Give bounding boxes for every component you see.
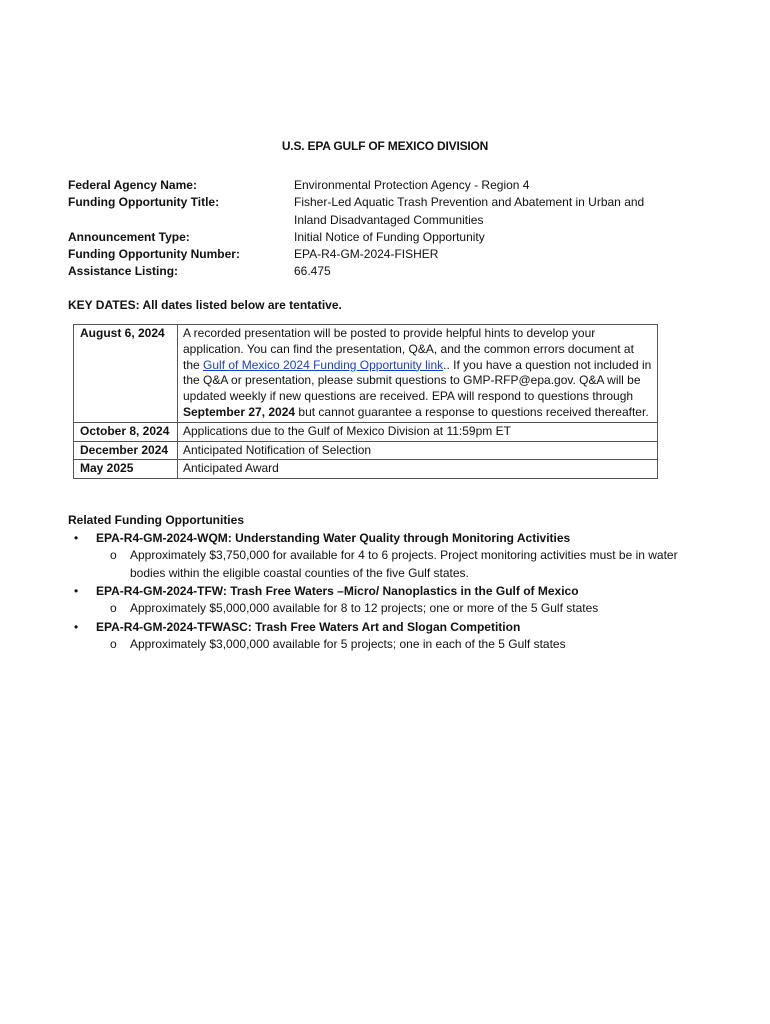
list-subitem [68,636,708,654]
info-label: Announcement Type: [68,229,190,244]
related-opportunities [68,511,708,653]
info-label: Federal Agency Name: [68,178,197,192]
description-text: A recorded presentation will be posted to provide helpful hints to develop your application. You can find the presentation, Q&A, and the common errors document at the [183,326,634,372]
description-cell: Applications due to the Gulf of Mexico Division at 11:59pm ET [178,422,658,441]
info-label: Funding Opportunity Title: [68,195,220,210]
list-item [68,582,708,600]
list-subitem [68,600,708,618]
info-row-title [68,194,688,229]
info-row-type [68,229,688,246]
bullet-icon: • [74,584,79,598]
opportunity-title: EPA-R4-GM-2024-TFWASC: Trash Free Waters Art and Slogan Competition [96,619,521,634]
opportunity-detail: Approximately $3,750,000 for available for 4 to 6 projects. Project monitoring activities must be in water bodies within the eligible coastal counties of the five Gulf states. [130,548,678,580]
table-row [74,441,658,460]
deadline-date: September 27, 2024 [183,404,296,419]
date-cell: May 2025 [74,460,178,479]
key-dates-table [73,324,658,479]
info-value: 66.475 [294,264,331,279]
opportunity-title: EPA-R4-GM-2024-TFW: Trash Free Waters –Micro/ Nanoplastics in the Gulf of Mexico [96,584,579,598]
info-value: Fisher-Led Aquatic Trash Prevention and Abatement in Urban and Inland Disadvantaged Communities [294,195,645,227]
sub-bullet-icon: o [110,601,117,615]
date-cell: August 6, 2024 [74,325,178,423]
table-row [74,460,658,479]
bullet-icon: • [74,531,79,545]
list-item [68,618,708,636]
opportunity-title: EPA-R4-GM-2024-WQM: Understanding Water Quality through Monitoring Activities [96,531,571,545]
sub-bullet-icon: o [110,636,117,651]
description-cell: Anticipated Award [178,460,658,479]
related-heading: Related Funding Opportunities [68,513,244,527]
info-row-agency [68,177,688,194]
table-row [74,422,658,441]
description-text: but cannot guarantee a response to questions received thereafter. [295,404,649,419]
info-value: EPA-R4-GM-2024-FISHER [294,247,439,262]
date-cell: October 8, 2024 [74,422,178,441]
page-title: U.S. EPA GULF OF MEXICO DIVISION [281,139,489,153]
info-value: Initial Notice of Funding Opportunity [294,229,485,244]
info-value: Environmental Protection Agency - Region 4 [294,178,530,192]
description-cell: Anticipated Notification of Selection [178,441,658,460]
info-row-number [68,246,688,263]
key-dates-heading: KEY DATES: All dates listed below are tentative. [68,298,342,312]
table-row [74,325,658,423]
list-subitem [68,547,708,582]
info-label: Funding Opportunity Number: [68,247,240,262]
info-label: Assistance Listing: [68,264,179,279]
bullet-icon: • [74,619,79,634]
funding-opportunity-link[interactable]: Gulf of Mexico 2024 Funding Opportunity link [203,357,444,372]
info-row-listing [68,263,688,280]
date-cell: December 2024 [74,441,178,460]
description-text: .. If you have a question not included in the Q&A or presentation, please submit questions to GMP-RFP@epa.gov. Q&A will be updated weekly if new questions are received. EPA will respond to questions through [183,357,652,404]
description-cell [178,325,658,423]
sub-bullet-icon: o [110,548,117,562]
opportunity-detail: Approximately $3,000,000 available for 5 projects; one in each of the 5 Gulf states [130,636,566,651]
info-block [68,177,688,281]
opportunity-detail: Approximately $5,000,000 available for 8 to 12 projects; one or more of the 5 Gulf states [130,601,599,615]
list-item [68,529,708,547]
